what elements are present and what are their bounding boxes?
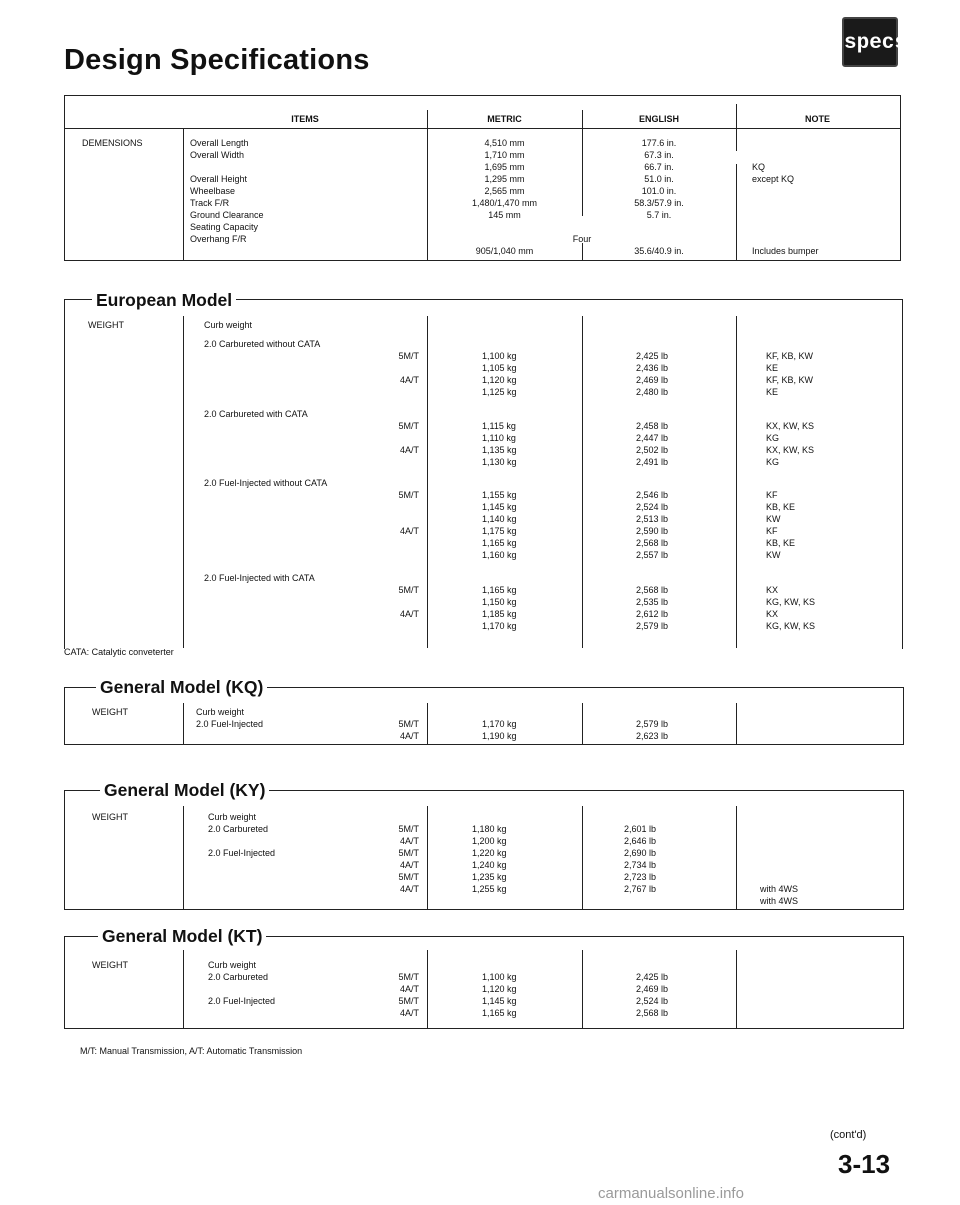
metric-value: 1,165 kg <box>482 538 517 548</box>
metric-value: 1,240 kg <box>472 860 507 870</box>
english-value: 2,734 lb <box>624 860 657 870</box>
metric-value: 1,200 kg <box>472 836 507 846</box>
metric-value: 1,175 kg <box>482 526 517 536</box>
note-value: KB, KE <box>766 502 796 512</box>
english-value: 2,436 lb <box>636 363 669 373</box>
ky-note-4ws: with 4WS <box>760 884 799 894</box>
european-engine-label: 2.0 Fuel-Injected with CATA <box>204 573 315 583</box>
note-value: KB, KE <box>766 538 796 548</box>
english-value: 5.7 in. <box>646 210 672 220</box>
kt-group-label: WEIGHT <box>92 960 128 970</box>
european-section-title: European Model <box>92 290 236 311</box>
header-metric: METRIC <box>487 114 522 124</box>
note-value: KF, KB, KW <box>766 351 814 361</box>
trans-label: 4A/T <box>399 609 419 619</box>
metric-value: 1,165 kg <box>482 1008 517 1018</box>
metric-value: 1,125 kg <box>482 387 517 397</box>
metric-value: 1,120 kg <box>482 984 517 994</box>
ky-engine-label-fuel-injected: 2.0 Fuel-Injected <box>208 848 276 858</box>
dimensions-group-label: DEMENSIONS <box>82 138 143 148</box>
english-value: 2,480 lb <box>636 387 669 397</box>
kq-engine-label: 2.0 Fuel-Injected <box>196 719 264 729</box>
note-value: KX, KW, KS <box>766 421 815 431</box>
metric-value: 1,105 kg <box>482 363 517 373</box>
metric-value: 1,255 kg <box>472 884 507 894</box>
note-value: KG <box>766 457 780 467</box>
kt-engine-label-carbureted: 2.0 Carbureted <box>208 972 269 982</box>
header-items: ITEMS <box>291 114 319 124</box>
english-value: 177.6 in. <box>641 138 677 148</box>
note-kq: KQ <box>752 162 766 172</box>
metric-value: 1,140 kg <box>482 514 517 524</box>
note-except-kq: except KQ <box>752 174 795 184</box>
metric-value: 1,155 kg <box>482 490 517 500</box>
header-note: NOTE <box>804 114 830 124</box>
item-label: Overall Width <box>190 150 245 160</box>
metric-value: 1,110 kg <box>482 433 516 443</box>
kq-curb-weight: Curb weight <box>196 707 245 717</box>
metric-value: 1,710 mm <box>484 150 525 160</box>
metric-value: 1,235 kg <box>472 872 507 882</box>
english-value: 2,767 lb <box>624 884 657 894</box>
metric-value: 1,170 kg <box>482 719 517 729</box>
note-value: KG, KW, KS <box>766 621 816 631</box>
trans-label: 5M/T <box>398 719 419 729</box>
trans-label: 5M/T <box>398 972 419 982</box>
kq-section-title: General Model (KQ) <box>96 677 267 698</box>
note-value: KF <box>766 490 778 500</box>
ky-section-title: General Model (KY) <box>100 780 269 801</box>
metric-value: 1,295 mm <box>484 174 525 184</box>
trans-label: 4A/T <box>399 445 419 455</box>
metric-value: 1,165 kg <box>482 585 517 595</box>
trans-label: 4A/T <box>399 984 419 994</box>
ky-group-label: WEIGHT <box>92 812 128 822</box>
note-value: KX <box>766 585 779 595</box>
note-value: KX, KW, KS <box>766 445 815 455</box>
english-value: 2,568 lb <box>636 585 669 595</box>
item-label: Wheelbase <box>190 186 236 196</box>
english-value: 2,513 lb <box>636 514 669 524</box>
note-value: KF <box>766 526 778 536</box>
metric-value: 1,480/1,470 mm <box>471 198 538 208</box>
english-value: 58.3/57.9 in. <box>634 198 684 208</box>
trans-label: 4A/T <box>399 836 419 846</box>
metric-value: 1,145 kg <box>482 502 517 512</box>
seating-capacity-value: Four <box>572 234 592 244</box>
header-english: ENGLISH <box>638 114 679 124</box>
continued-label: (cont'd) <box>830 1129 867 1141</box>
metric-value: 1,115 kg <box>482 421 516 431</box>
page-number: 3-13 <box>838 1149 891 1179</box>
european-engine-label: 2.0 Carbureted without CATA <box>204 339 321 349</box>
english-value: 2,590 lb <box>636 526 669 536</box>
trans-label: 5M/T <box>398 585 419 595</box>
english-value: 2,491 lb <box>636 457 669 467</box>
specs-badge: specs <box>842 17 898 67</box>
english-value: 2,425 lb <box>636 972 669 982</box>
note-value: KG, KW, KS <box>766 597 816 607</box>
kt-curb-weight: Curb weight <box>208 960 257 970</box>
trans-label: 4A/T <box>399 731 419 741</box>
english-value: 67.3 in. <box>644 150 674 160</box>
english-value: 35.6/40.9 in. <box>634 246 684 256</box>
english-value: 2,690 lb <box>624 848 657 858</box>
european-engine-label: 2.0 Carbureted with CATA <box>204 409 308 419</box>
english-value: 2,447 lb <box>636 433 669 443</box>
english-value: 66.7 in. <box>644 162 674 172</box>
metric-value: 1,145 kg <box>482 996 517 1006</box>
metric-value: 1,135 kg <box>482 445 517 455</box>
english-value: 2,535 lb <box>636 597 669 607</box>
english-value: 2,623 lb <box>636 731 669 741</box>
metric-value: 2,565 mm <box>484 186 525 196</box>
note-value: KE <box>766 387 779 397</box>
item-label: Overhang F/R <box>190 234 247 244</box>
item-label: Overall Length <box>190 138 249 148</box>
english-value: 2,469 lb <box>636 984 669 994</box>
metric-value: 4,510 mm <box>484 138 525 148</box>
english-value: 2,612 lb <box>636 609 669 619</box>
english-value: 2,568 lb <box>636 1008 669 1018</box>
ky-curb-weight: Curb weight <box>208 812 257 822</box>
page-title: Design Specifications <box>64 44 370 76</box>
english-value: 2,579 lb <box>636 621 669 631</box>
english-value: 2,579 lb <box>636 719 669 729</box>
trans-label: 4A/T <box>399 526 419 536</box>
metric-value: 1,150 kg <box>482 597 517 607</box>
english-value: 2,502 lb <box>636 445 669 455</box>
note-includes-bumper: Includes bumper <box>752 246 819 256</box>
ky-note-4ws: with 4WS <box>760 896 799 906</box>
watermark: carmanualsonline.info <box>598 1185 744 1202</box>
kq-group-label: WEIGHT <box>92 707 128 717</box>
trans-label: 4A/T <box>399 375 419 385</box>
metric-value: 1,120 kg <box>482 375 517 385</box>
trans-label: 4A/T <box>399 860 419 870</box>
metric-value: 1,695 mm <box>484 162 525 172</box>
metric-value: 1,100 kg <box>482 351 517 361</box>
english-value: 2,458 lb <box>636 421 669 431</box>
trans-label: 4A/T <box>399 1008 419 1018</box>
english-value: 2,557 lb <box>636 550 669 560</box>
english-value: 101.0 in. <box>641 186 677 196</box>
trans-label: 4A/T <box>399 884 419 894</box>
english-value: 2,524 lb <box>636 996 669 1006</box>
note-value: KG <box>766 433 780 443</box>
note-value: KF, KB, KW <box>766 375 814 385</box>
metric-value: 1,160 kg <box>482 550 517 560</box>
trans-label: 5M/T <box>398 848 419 858</box>
metric-value: 1,130 kg <box>482 457 517 467</box>
metric-value: 1,220 kg <box>472 848 507 858</box>
metric-value: 1,180 kg <box>472 824 507 834</box>
note-value: KW <box>766 550 781 560</box>
english-value: 2,524 lb <box>636 502 669 512</box>
note-value: KW <box>766 514 781 524</box>
item-label: Seating Capacity <box>190 222 259 232</box>
note-value: KE <box>766 363 779 373</box>
english-value: 2,568 lb <box>636 538 669 548</box>
cata-footnote: CATA: Catalytic conveterter <box>64 647 174 657</box>
kt-section-title: General Model (KT) <box>98 926 266 947</box>
english-value: 2,646 lb <box>624 836 657 846</box>
item-label: Ground Clearance <box>190 210 264 220</box>
metric-value: 1,185 kg <box>482 609 517 619</box>
metric-value: 1,100 kg <box>482 972 517 982</box>
metric-value: 905/1,040 mm <box>475 246 534 256</box>
transmission-footnote: M/T: Manual Transmission, A/T: Automatic Transmission <box>80 1046 303 1056</box>
trans-label: 5M/T <box>398 421 419 431</box>
english-value: 2,425 lb <box>636 351 669 361</box>
english-value: 51.0 in. <box>644 174 674 184</box>
kt-engine-label-fuel-injected: 2.0 Fuel-Injected <box>208 996 276 1006</box>
trans-label: 5M/T <box>398 824 419 834</box>
trans-label: 5M/T <box>398 351 419 361</box>
trans-label: 5M/T <box>398 996 419 1006</box>
metric-value: 1,170 kg <box>482 621 517 631</box>
english-value: 2,546 lb <box>636 490 669 500</box>
metric-value: 145 mm <box>488 210 521 220</box>
note-value: KX <box>766 609 779 619</box>
english-value: 2,723 lb <box>624 872 657 882</box>
european-engine-label: 2.0 Fuel-Injected without CATA <box>204 478 328 488</box>
metric-value: 1,190 kg <box>482 731 517 741</box>
european-group-label: WEIGHT <box>88 320 124 330</box>
trans-label: 5M/T <box>398 872 419 882</box>
item-label: Track F/R <box>190 198 230 208</box>
english-value: 2,469 lb <box>636 375 669 385</box>
trans-label: 5M/T <box>398 490 419 500</box>
ky-engine-label-carbureted: 2.0 Carbureted <box>208 824 269 834</box>
european-curb-weight: Curb weight <box>204 320 253 330</box>
item-label: Overall Height <box>190 174 248 184</box>
english-value: 2,601 lb <box>624 824 657 834</box>
